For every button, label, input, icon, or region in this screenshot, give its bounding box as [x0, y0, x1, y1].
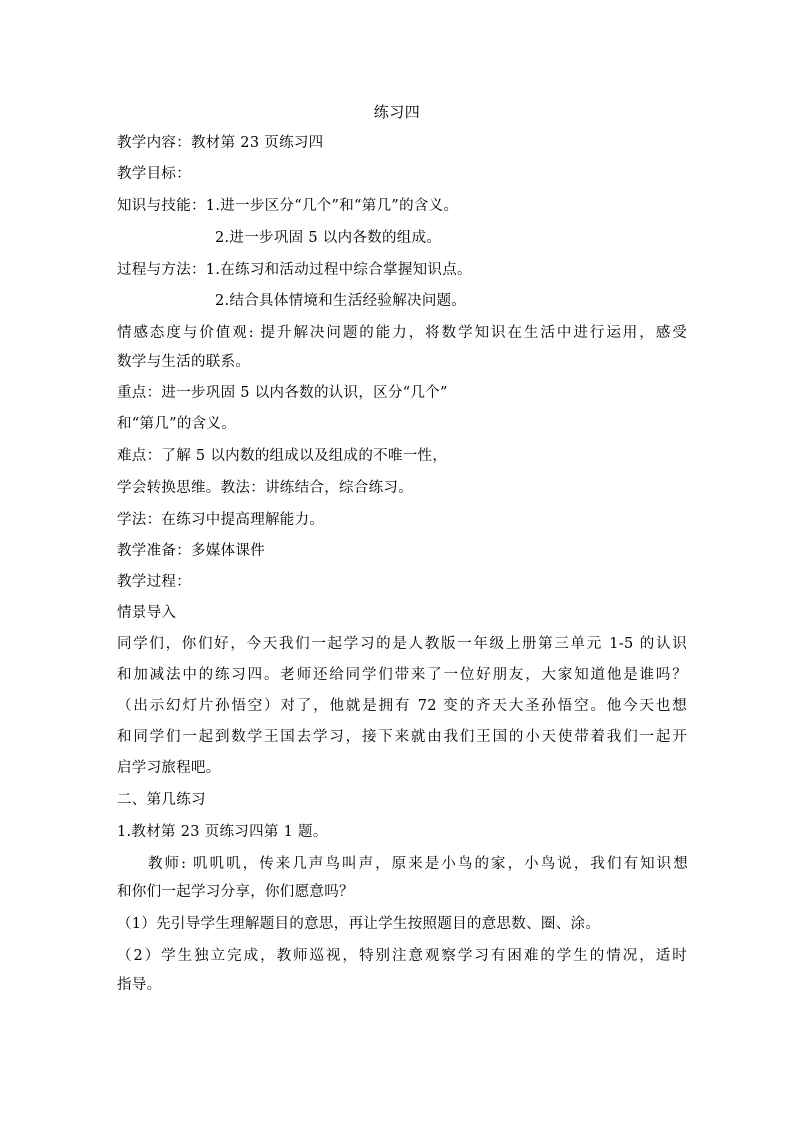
intro-paragraph-line-5: 启学习旅程吧。	[117, 760, 221, 776]
difficulty-1: 难点：了解 5 以内数的组成以及组成的不唯一性，	[117, 448, 448, 464]
key-point-1: 重点：进一步巩固 5 以内各数的认识，区分“几个”	[117, 385, 448, 401]
intro-paragraph-line-2: 和加减法中的练习四。老师还给同学们带来了一位好朋友，大家知道他是谁吗？	[117, 667, 687, 683]
exercise-item-1: 1.教材第 23 页练习四第 1 题。	[117, 824, 328, 840]
teacher-speech-line-2: 和你们一起学习分享，你们愿意吗？	[117, 884, 354, 900]
intro-heading: 情景导入	[117, 605, 177, 621]
study-method: 学法：在练习中提高理解能力。	[117, 512, 325, 528]
step-2-line-1: （2）学生独立完成，教师巡视，特别注意观察学习有困难的学生的情况，适时	[117, 948, 687, 964]
page-title: 练习四	[373, 103, 421, 121]
section-2-heading: 二、第几练习	[117, 792, 206, 808]
teacher-speech-line-1: 教师: 叽叽叽，传来几声鸟叫声，原来是小鸟的家，小鸟说，我们有知识想	[148, 856, 688, 872]
teaching-process-label: 教学过程：	[117, 574, 191, 590]
difficulty-2: 学会转换思维。教法：讲练结合，综合练习。	[117, 480, 413, 496]
step-2-line-2: 指导。	[117, 977, 162, 993]
teaching-goals-label: 教学目标：	[117, 166, 191, 182]
step-1: （1）先引导学生理解题目的意思，再让学生按照题目的意思数、圈、涂。	[117, 916, 601, 932]
teaching-content: 教学内容：教材第 23 页练习四	[117, 135, 324, 151]
key-point-2: 和“第几”的含义。	[117, 416, 237, 432]
teaching-preparation: 教学准备：多媒体课件	[117, 543, 265, 559]
knowledge-skill-2: 2.进一步巩固 5 以内各数的组成。	[215, 230, 442, 246]
intro-paragraph-line-3: （出示幻灯片孙悟空）对了，他就是拥有 72 变的齐天大圣孙悟空。他今天也想	[117, 698, 687, 714]
knowledge-skill-1: 知识与技能：1.进一步区分“几个”和“第几”的含义。	[117, 198, 459, 214]
intro-paragraph-line-1: 同学们，你们好，今天我们一起学习的是人教版一年级上册第三单元 1-5 的认识	[117, 636, 687, 652]
intro-paragraph-line-4: 和同学们一起到数学王国去学习，接下来就由我们王国的小天使带着我们一起开	[117, 729, 687, 745]
emotion-attitude-2: 数学与生活的联系。	[117, 354, 251, 370]
emotion-attitude-1: 情感态度与价值观: 提升解决问题的能力，将数学知识在生活中进行运用，感受	[117, 325, 687, 341]
process-method-2: 2.结合具体情境和生活经验解决问题。	[215, 293, 467, 309]
process-method-1: 过程与方法：1.在练习和活动过程中综合掌握知识点。	[117, 262, 472, 278]
